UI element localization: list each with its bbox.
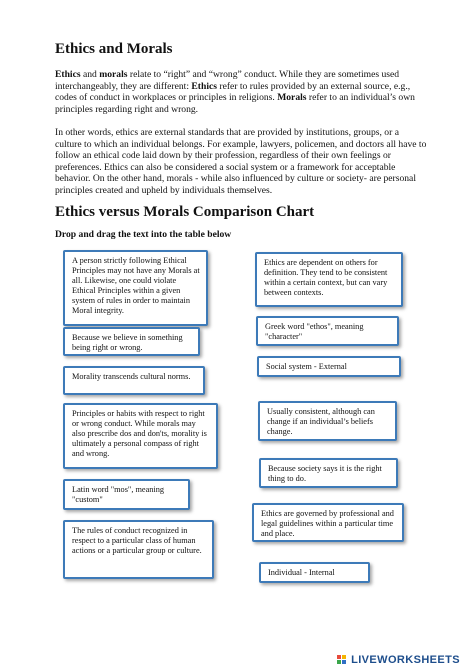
drag-card[interactable]: Individual - Internal <box>259 562 370 583</box>
paragraph-text: relate to “right” and “wrong” conduct. While they are sometimes used interchangeably, they are different: <box>55 69 400 92</box>
instruction-text: Drop and drag the text into the table below <box>55 229 232 240</box>
bold-term: Ethics <box>55 69 81 80</box>
drag-card[interactable]: Ethics are dependent on others for definition. They tend to be consistent within a certain context, but can vary between contexts. <box>255 252 403 307</box>
drag-card[interactable]: Greek word "ethos", meaning "character" <box>256 316 399 346</box>
bold-term: Ethics <box>191 80 217 92</box>
footer <box>0 653 474 669</box>
drag-card[interactable]: Latin word "mos", meaning "custom" <box>63 479 190 510</box>
logo-text: LIVEWORKSHEETS <box>351 654 460 666</box>
bold-term: morals <box>99 69 128 80</box>
drag-card[interactable]: Principles or habits with respect to right or wrong conduct. While morals may also prescribe dos and don'ts, morality is ultimately a personal compass of right and wrong. <box>63 403 218 469</box>
liveworksheets-logo-icon <box>337 655 348 665</box>
paragraph-text: and <box>80 69 100 80</box>
bold-term: Morals <box>277 92 307 103</box>
drag-card[interactable]: Because society says it is the right thing to do. <box>259 458 398 488</box>
drag-card[interactable]: Ethics are governed by professional and legal guidelines within a particular time and place. <box>252 503 404 542</box>
drag-card[interactable]: The rules of conduct recognized in respect to a particular class of human actions or a particular group or culture. <box>63 520 214 579</box>
liveworksheets-logo <box>337 654 460 666</box>
intro-paragraph <box>55 69 427 115</box>
drag-card[interactable]: Usually consistent, although can change if an individual’s beliefs change. <box>258 401 397 441</box>
drag-card[interactable]: Social system - External <box>257 356 401 377</box>
drag-card[interactable]: Morality transcends cultural norms. <box>63 366 205 395</box>
heading-ethics-and-morals: Ethics and Morals <box>55 41 173 57</box>
drag-card[interactable]: A person strictly following Ethical Principles may not have any Morals at all. Likewise, one could violate Ethical Principles within a given system of rules in order to maintain Moral integrity. <box>63 250 208 326</box>
second-paragraph: In other words, ethics are external standards that are provided by institutions, groups, or a culture to which an individual belongs. For example, lawyers, policemen, and doctors all have to follow an ethical code laid down by their profession, regardless of their own feelings or preferences. Ethics can also be considered a social system or a framework for acceptable behavior. On the other hand, morals - while also influenced by culture or society- are personal principles created and upheld by individuals themselves. <box>55 127 427 196</box>
drag-card[interactable]: Because we believe in something being right or wrong. <box>63 327 200 356</box>
paragraph-text: refer to an individual’s own principles regarding right and wrong. <box>55 92 415 115</box>
paragraph-text: refer to rules provided by an external source, e.g., codes of conduct in workplaces or principles in religions. <box>55 80 411 103</box>
heading-comparison-chart: Ethics versus Morals Comparison Chart <box>55 204 315 220</box>
